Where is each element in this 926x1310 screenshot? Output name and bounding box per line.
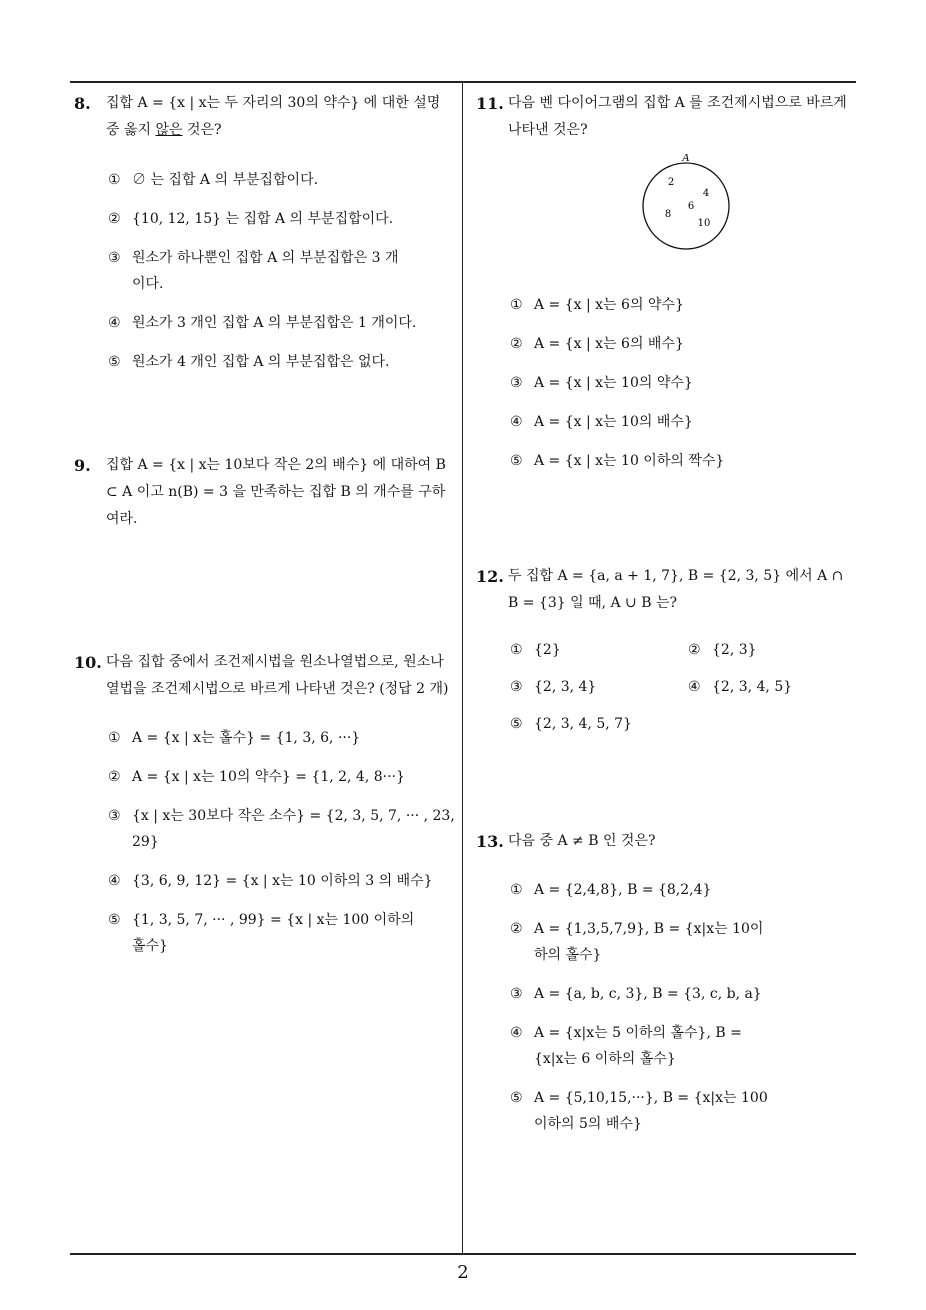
option-text: {x | x는 30보다 작은 소수} = {2, 3, 5, 7, ··· , 23, 29} bbox=[132, 808, 455, 850]
option-text: 원소가 4 개인 집합 A 의 부분집합은 없다. bbox=[132, 354, 390, 370]
option-mark: ⑤ bbox=[108, 354, 121, 370]
question-10 bbox=[74, 649, 456, 972]
option-mark: ① bbox=[108, 730, 121, 746]
question-number: 13. bbox=[476, 832, 504, 851]
option-text: A = {x|x는 5 이하의 홀수}, B = {x|x는 6 이하의 홀수} bbox=[534, 1025, 742, 1067]
question-text: 다음 집합 중에서 조건제시법을 원소나열법으로, 원소나열법을 조건제시법으로 바르게 나타낸 것은? (정답 2 개) bbox=[106, 654, 449, 697]
option-mark: ③ bbox=[108, 250, 121, 266]
option-mark: ④ bbox=[108, 873, 121, 889]
option-mark: ⑤ bbox=[510, 716, 523, 732]
option-2[interactable] bbox=[688, 637, 860, 663]
option-text: A = {x | x는 10의 약수} bbox=[534, 375, 693, 391]
option-2[interactable] bbox=[108, 764, 456, 790]
option-mark: ④ bbox=[510, 414, 523, 430]
bottom-rule bbox=[70, 1253, 856, 1255]
option-5[interactable] bbox=[108, 907, 422, 959]
option-5[interactable] bbox=[108, 349, 456, 375]
question-text: 집합 A = {x | x는 10보다 작은 2의 배수} 에 대하여 B ⊂ A 이고 n(B) = 3 을 만족하는 집합 B 의 개수를 구하여라. bbox=[106, 457, 446, 527]
question-number: 9. bbox=[74, 456, 91, 475]
option-4[interactable] bbox=[510, 1020, 770, 1072]
option-5[interactable] bbox=[510, 711, 682, 737]
option-text: A = {x | x는 10의 약수} = {1, 2, 4, 8···} bbox=[132, 769, 405, 785]
question-number: 8. bbox=[74, 94, 91, 113]
option-text: A = {2,4,8}, B = {8,2,4} bbox=[534, 882, 712, 898]
option-mark: ④ bbox=[510, 1025, 523, 1041]
option-2[interactable] bbox=[108, 206, 456, 232]
option-4[interactable] bbox=[108, 310, 456, 336]
option-4[interactable] bbox=[688, 674, 860, 700]
option-mark: ⑤ bbox=[108, 912, 121, 928]
question-text: 다음 중 A ≠ B 인 것은? bbox=[508, 833, 656, 849]
option-3[interactable] bbox=[108, 803, 456, 855]
option-mark: ③ bbox=[510, 679, 523, 695]
option-5[interactable] bbox=[510, 448, 850, 474]
option-mark: ④ bbox=[688, 679, 701, 695]
option-4[interactable] bbox=[108, 868, 456, 894]
option-2[interactable] bbox=[510, 916, 770, 968]
question-text: 다음 벤 다이어그램의 집합 A 를 조건제시법으로 바르게 나타낸 것은? bbox=[508, 95, 847, 138]
option-text: A = {1,3,5,7,9}, B = {x|x는 10이하의 홀수} bbox=[534, 921, 764, 963]
question-12 bbox=[476, 563, 856, 737]
option-list bbox=[510, 877, 770, 1137]
question-number: 11. bbox=[476, 94, 504, 113]
option-text: A = {x | x는 홀수} = {1, 3, 6, ···} bbox=[132, 730, 361, 746]
column-divider bbox=[462, 82, 463, 1254]
option-mark: ② bbox=[108, 769, 121, 785]
question-text bbox=[106, 90, 456, 144]
option-mark: ① bbox=[510, 882, 523, 898]
option-mark: ② bbox=[510, 921, 523, 937]
option-list bbox=[108, 725, 456, 959]
option-mark: ③ bbox=[108, 808, 121, 824]
option-list bbox=[510, 637, 856, 737]
set-label: A bbox=[682, 154, 690, 164]
option-text: A = {a, b, c, 3}, B = {3, c, b, a} bbox=[534, 986, 762, 1002]
question-text: 두 집합 A = {a, a + 1, 7}, B = {2, 3, 5} 에서 A ∩ B = {3} 일 때, A ∪ B 는? bbox=[508, 568, 844, 611]
option-list bbox=[108, 167, 456, 375]
option-text: {2, 3, 4} bbox=[534, 679, 597, 695]
set-a-circle bbox=[643, 163, 729, 249]
venn-element: 2 bbox=[667, 177, 675, 188]
question-text-part: 집합 A = {x | x는 두 자리의 30의 약수} 에 대한 설명 중 옳지 bbox=[106, 95, 441, 138]
option-mark: ① bbox=[108, 172, 121, 188]
question-number: 10. bbox=[74, 653, 102, 672]
option-mark: ⑤ bbox=[510, 1090, 523, 1106]
option-text: A = {x | x는 6의 약수} bbox=[534, 297, 684, 313]
option-3[interactable] bbox=[108, 245, 402, 297]
option-mark: ③ bbox=[510, 986, 523, 1002]
option-text: {2, 3, 4, 5} bbox=[712, 679, 793, 695]
option-mark: ② bbox=[108, 211, 121, 227]
option-text: {3, 6, 9, 12} = {x | x는 10 이하의 3 의 배수} bbox=[132, 873, 433, 889]
option-1[interactable] bbox=[510, 637, 682, 663]
venn-element: 6 bbox=[687, 201, 695, 212]
question-11 bbox=[476, 90, 856, 469]
option-list bbox=[510, 292, 850, 487]
top-rule bbox=[70, 81, 856, 83]
question-text-part: 것은? bbox=[182, 122, 222, 138]
question-13 bbox=[476, 828, 856, 1150]
option-mark: ③ bbox=[510, 375, 523, 391]
venn-diagram bbox=[636, 154, 736, 254]
question-8 bbox=[74, 90, 456, 388]
option-4[interactable] bbox=[510, 409, 850, 435]
option-text: {2, 3} bbox=[712, 642, 757, 658]
option-2[interactable] bbox=[510, 331, 850, 357]
option-text: A = {x | x는 10의 배수} bbox=[534, 414, 693, 430]
option-mark: ② bbox=[688, 642, 701, 658]
option-text: 원소가 하나뿐인 집합 A 의 부분집합은 3 개이다. bbox=[132, 250, 399, 292]
venn-element: 4 bbox=[702, 188, 710, 199]
option-3[interactable] bbox=[510, 674, 682, 700]
question-number: 12. bbox=[476, 567, 504, 586]
option-mark: ⑤ bbox=[510, 453, 523, 469]
option-text: 원소가 3 개인 집합 A 의 부분집합은 1 개이다. bbox=[132, 315, 417, 331]
option-grid bbox=[510, 637, 856, 737]
option-text: ∅ 는 집합 A 의 부분집합이다. bbox=[132, 172, 319, 188]
option-text: {1, 3, 5, 7, ··· , 99} = {x | x는 100 이하의 홀수} bbox=[132, 912, 415, 954]
option-text: A = {x | x는 6의 배수} bbox=[534, 336, 684, 352]
option-3[interactable] bbox=[510, 981, 770, 1007]
question-9 bbox=[74, 452, 456, 533]
option-mark: ① bbox=[510, 297, 523, 313]
venn-element: 10 bbox=[697, 218, 711, 229]
option-mark: ① bbox=[510, 642, 523, 658]
option-1[interactable] bbox=[108, 167, 456, 193]
option-1[interactable] bbox=[510, 292, 850, 318]
option-text: {10, 12, 15} 는 집합 A 의 부분집합이다. bbox=[132, 211, 394, 227]
option-1[interactable] bbox=[108, 725, 456, 751]
option-1[interactable] bbox=[510, 877, 770, 903]
option-mark: ② bbox=[510, 336, 523, 352]
option-text: A = {x | x는 10 이하의 짝수} bbox=[534, 453, 725, 469]
underlined-word: 않은 bbox=[155, 122, 183, 138]
option-text: {2} bbox=[534, 642, 561, 658]
option-mark: ④ bbox=[108, 315, 121, 331]
option-text: {2, 3, 4, 5, 7} bbox=[534, 716, 632, 732]
page-number: 2 bbox=[457, 1262, 469, 1283]
venn-element: 8 bbox=[664, 209, 672, 220]
option-text: A = {5,10,15,···}, B = {x|x는 100 이하의 5의 배수} bbox=[534, 1090, 768, 1132]
option-3[interactable] bbox=[510, 370, 850, 396]
option-5[interactable] bbox=[510, 1085, 770, 1137]
